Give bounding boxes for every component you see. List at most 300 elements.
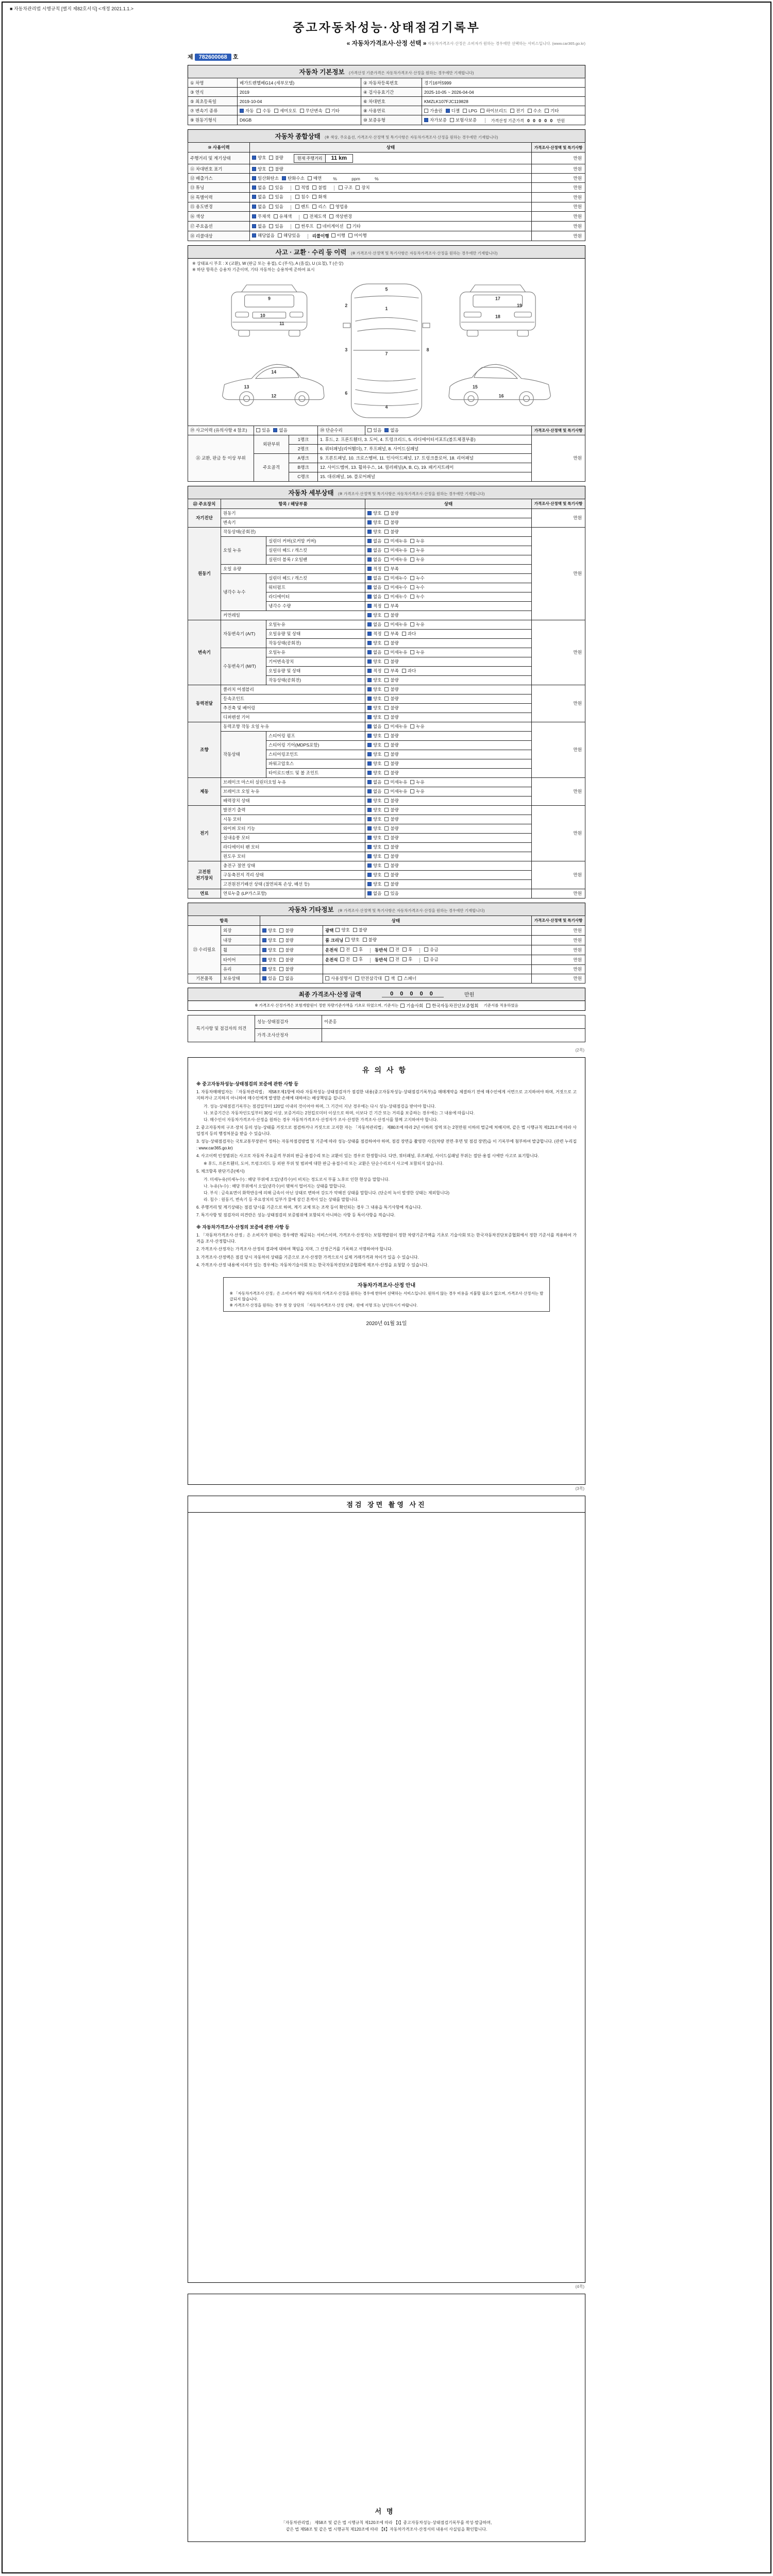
checkbox-option[interactable] bbox=[252, 232, 275, 239]
checkbox-option[interactable] bbox=[410, 649, 424, 655]
unchecked-checkbox-icon[interactable] bbox=[279, 938, 283, 942]
unchecked-checkbox-icon[interactable] bbox=[384, 687, 389, 691]
unchecked-checkbox-icon[interactable] bbox=[402, 669, 406, 673]
checkbox-option[interactable] bbox=[312, 204, 326, 210]
unchecked-checkbox-icon[interactable] bbox=[384, 817, 389, 821]
checkbox-option[interactable] bbox=[367, 649, 381, 655]
checkbox-option[interactable] bbox=[367, 705, 381, 711]
checkbox-option[interactable] bbox=[384, 686, 398, 692]
unchecked-checkbox-icon[interactable] bbox=[528, 109, 532, 113]
checkbox-option[interactable] bbox=[367, 686, 381, 692]
checked-checkbox-icon[interactable] bbox=[367, 724, 372, 728]
checkbox-option[interactable] bbox=[312, 194, 326, 200]
checkbox-option[interactable] bbox=[384, 427, 398, 433]
unchecked-checkbox-icon[interactable] bbox=[279, 967, 283, 971]
checkbox-option[interactable] bbox=[402, 668, 416, 674]
checkbox-option[interactable] bbox=[390, 956, 399, 962]
checkbox-option[interactable] bbox=[367, 603, 381, 609]
unchecked-checkbox-icon[interactable] bbox=[384, 799, 389, 803]
unchecked-checkbox-icon[interactable] bbox=[384, 548, 389, 552]
unchecked-checkbox-icon[interactable] bbox=[317, 224, 321, 228]
unchecked-checkbox-icon[interactable] bbox=[384, 882, 389, 886]
checkbox-option[interactable] bbox=[367, 668, 381, 674]
checkbox-option[interactable] bbox=[273, 427, 287, 433]
unchecked-checkbox-icon[interactable] bbox=[384, 836, 389, 840]
checkbox-option[interactable] bbox=[257, 108, 271, 114]
checkbox-option[interactable] bbox=[367, 742, 381, 748]
checkbox-option[interactable] bbox=[367, 677, 381, 683]
unchecked-checkbox-icon[interactable] bbox=[384, 715, 389, 719]
checkbox-option[interactable] bbox=[367, 853, 381, 859]
checkbox-option[interactable] bbox=[367, 658, 381, 665]
checkbox-option[interactable] bbox=[262, 966, 276, 972]
unchecked-checkbox-icon[interactable] bbox=[410, 576, 414, 580]
checked-checkbox-icon[interactable] bbox=[367, 789, 372, 793]
unchecked-checkbox-icon[interactable] bbox=[384, 520, 389, 524]
checkbox-option[interactable] bbox=[279, 947, 293, 953]
checkbox-option[interactable] bbox=[384, 547, 407, 553]
checkbox-option[interactable] bbox=[367, 760, 381, 767]
checked-checkbox-icon[interactable] bbox=[367, 808, 372, 812]
checkbox-option[interactable] bbox=[317, 223, 344, 229]
unchecked-checkbox-icon[interactable] bbox=[384, 659, 389, 664]
checkbox-option[interactable] bbox=[335, 927, 349, 933]
unchecked-checkbox-icon[interactable] bbox=[384, 557, 389, 562]
unchecked-checkbox-icon[interactable] bbox=[269, 195, 273, 199]
unchecked-checkbox-icon[interactable] bbox=[345, 938, 349, 942]
checkbox-option[interactable] bbox=[295, 194, 309, 200]
checked-checkbox-icon[interactable] bbox=[252, 233, 256, 238]
checked-checkbox-icon[interactable] bbox=[367, 557, 372, 562]
unchecked-checkbox-icon[interactable] bbox=[330, 205, 334, 209]
checkbox-option[interactable] bbox=[367, 881, 381, 887]
checkbox-option[interactable] bbox=[367, 427, 381, 433]
unchecked-checkbox-icon[interactable] bbox=[410, 557, 414, 562]
unchecked-checkbox-icon[interactable] bbox=[339, 185, 343, 190]
checked-checkbox-icon[interactable] bbox=[367, 530, 372, 534]
unchecked-checkbox-icon[interactable] bbox=[356, 185, 360, 190]
checkbox-option[interactable] bbox=[312, 184, 326, 191]
checkbox-option[interactable] bbox=[367, 733, 381, 739]
checkbox-option[interactable] bbox=[390, 946, 399, 953]
checkbox-option[interactable] bbox=[252, 204, 266, 210]
unchecked-checkbox-icon[interactable] bbox=[384, 576, 389, 580]
checkbox-option[interactable] bbox=[384, 529, 398, 535]
checked-checkbox-icon[interactable] bbox=[367, 632, 372, 636]
checkbox-option[interactable] bbox=[402, 956, 412, 962]
checked-checkbox-icon[interactable] bbox=[367, 845, 372, 849]
checkbox-option[interactable] bbox=[252, 166, 266, 172]
unchecked-checkbox-icon[interactable] bbox=[384, 706, 389, 710]
unchecked-checkbox-icon[interactable] bbox=[384, 641, 389, 645]
unchecked-checkbox-icon[interactable] bbox=[353, 957, 357, 961]
checkbox-option[interactable] bbox=[385, 975, 395, 981]
checkbox-option[interactable] bbox=[384, 835, 398, 841]
unchecked-checkbox-icon[interactable] bbox=[295, 185, 299, 190]
checkbox-option[interactable] bbox=[367, 770, 381, 776]
unchecked-checkbox-icon[interactable] bbox=[384, 604, 389, 608]
unchecked-checkbox-icon[interactable] bbox=[480, 109, 484, 113]
unchecked-checkbox-icon[interactable] bbox=[384, 585, 389, 589]
unchecked-checkbox-icon[interactable] bbox=[348, 233, 352, 238]
checked-checkbox-icon[interactable] bbox=[367, 799, 372, 803]
unchecked-checkbox-icon[interactable] bbox=[384, 845, 389, 849]
checkbox-option[interactable] bbox=[295, 184, 309, 191]
checkbox-option[interactable] bbox=[367, 621, 381, 628]
unchecked-checkbox-icon[interactable] bbox=[353, 947, 357, 952]
unchecked-checkbox-icon[interactable] bbox=[450, 118, 454, 122]
checkbox-option[interactable] bbox=[279, 966, 293, 972]
checkbox-option[interactable] bbox=[384, 649, 407, 655]
checkbox-option[interactable] bbox=[528, 108, 542, 114]
unchecked-checkbox-icon[interactable] bbox=[410, 539, 414, 543]
checkbox-option[interactable] bbox=[384, 714, 398, 720]
checkbox-option[interactable] bbox=[384, 751, 398, 757]
unchecked-checkbox-icon[interactable] bbox=[384, 752, 389, 756]
checked-checkbox-icon[interactable] bbox=[262, 938, 266, 942]
checkbox-option[interactable] bbox=[345, 937, 359, 943]
unchecked-checkbox-icon[interactable] bbox=[384, 863, 389, 868]
checkbox-option[interactable] bbox=[384, 770, 398, 776]
checked-checkbox-icon[interactable] bbox=[252, 224, 256, 228]
checked-checkbox-icon[interactable] bbox=[367, 891, 372, 895]
checkbox-option[interactable] bbox=[269, 223, 283, 229]
checkbox-option[interactable] bbox=[367, 547, 381, 553]
unchecked-checkbox-icon[interactable] bbox=[384, 650, 389, 654]
unchecked-checkbox-icon[interactable] bbox=[279, 948, 283, 952]
unchecked-checkbox-icon[interactable] bbox=[257, 109, 261, 113]
checkbox-option[interactable] bbox=[269, 166, 283, 172]
checkbox-option[interactable] bbox=[410, 547, 424, 553]
unchecked-checkbox-icon[interactable] bbox=[384, 622, 389, 626]
unchecked-checkbox-icon[interactable] bbox=[384, 743, 389, 747]
checkbox-option[interactable] bbox=[367, 584, 381, 590]
checkbox-option[interactable] bbox=[274, 108, 297, 114]
checked-checkbox-icon[interactable] bbox=[367, 641, 372, 645]
checkbox-option[interactable] bbox=[367, 751, 381, 757]
checkbox-option[interactable] bbox=[340, 946, 350, 953]
unchecked-checkbox-icon[interactable] bbox=[269, 167, 273, 171]
checked-checkbox-icon[interactable] bbox=[367, 836, 372, 840]
unchecked-checkbox-icon[interactable] bbox=[384, 669, 389, 673]
checkbox-option[interactable] bbox=[256, 427, 270, 433]
checked-checkbox-icon[interactable] bbox=[367, 873, 372, 877]
checkbox-option[interactable] bbox=[480, 108, 507, 114]
checkbox-option[interactable] bbox=[384, 881, 398, 887]
checked-checkbox-icon[interactable] bbox=[367, 622, 372, 626]
checkbox-option[interactable] bbox=[384, 566, 398, 572]
checkbox-option[interactable] bbox=[262, 975, 276, 981]
checked-checkbox-icon[interactable] bbox=[367, 604, 372, 608]
checkbox-option[interactable] bbox=[367, 835, 381, 841]
checkbox-option[interactable] bbox=[304, 213, 326, 219]
checkbox-option[interactable] bbox=[384, 733, 398, 739]
checked-checkbox-icon[interactable] bbox=[252, 167, 256, 171]
checked-checkbox-icon[interactable] bbox=[252, 214, 256, 218]
unchecked-checkbox-icon[interactable] bbox=[367, 428, 372, 432]
checkbox-option[interactable] bbox=[252, 194, 266, 200]
checkbox-option[interactable] bbox=[347, 223, 361, 229]
checkbox-option[interactable] bbox=[367, 556, 381, 563]
checked-checkbox-icon[interactable] bbox=[252, 185, 256, 190]
unchecked-checkbox-icon[interactable] bbox=[510, 109, 514, 113]
checkbox-option[interactable] bbox=[410, 538, 424, 544]
checkbox-option[interactable] bbox=[545, 108, 559, 114]
unchecked-checkbox-icon[interactable] bbox=[329, 214, 333, 218]
unchecked-checkbox-icon[interactable] bbox=[353, 928, 357, 932]
checked-checkbox-icon[interactable] bbox=[262, 967, 266, 971]
checkbox-option[interactable] bbox=[384, 621, 407, 628]
checked-checkbox-icon[interactable] bbox=[367, 854, 372, 858]
checkbox-option[interactable] bbox=[384, 742, 398, 748]
checked-checkbox-icon[interactable] bbox=[367, 659, 372, 664]
checked-checkbox-icon[interactable] bbox=[367, 576, 372, 580]
unchecked-checkbox-icon[interactable] bbox=[384, 678, 389, 682]
checkbox-option[interactable] bbox=[367, 788, 381, 794]
checked-checkbox-icon[interactable] bbox=[252, 176, 256, 180]
checked-checkbox-icon[interactable] bbox=[367, 567, 372, 571]
checkbox-option[interactable] bbox=[410, 575, 424, 581]
checked-checkbox-icon[interactable] bbox=[446, 109, 450, 113]
checkbox-option[interactable] bbox=[400, 1003, 423, 1009]
checkbox-option[interactable] bbox=[384, 760, 398, 767]
checkbox-option[interactable] bbox=[384, 668, 398, 674]
checked-checkbox-icon[interactable] bbox=[262, 976, 266, 980]
unchecked-checkbox-icon[interactable] bbox=[463, 109, 467, 113]
checkbox-option[interactable] bbox=[384, 631, 398, 637]
unchecked-checkbox-icon[interactable] bbox=[325, 976, 329, 980]
checkbox-option[interactable] bbox=[262, 927, 276, 934]
checkbox-option[interactable] bbox=[410, 779, 424, 785]
checkbox-option[interactable] bbox=[384, 519, 398, 526]
checked-checkbox-icon[interactable] bbox=[367, 771, 372, 775]
unchecked-checkbox-icon[interactable] bbox=[410, 724, 414, 728]
checkbox-option[interactable] bbox=[353, 927, 367, 933]
checkbox-option[interactable] bbox=[279, 957, 293, 963]
checkbox-option[interactable] bbox=[384, 779, 407, 785]
unchecked-checkbox-icon[interactable] bbox=[331, 233, 335, 238]
checkbox-option[interactable] bbox=[384, 788, 407, 794]
checked-checkbox-icon[interactable] bbox=[252, 205, 256, 209]
checkbox-option[interactable] bbox=[367, 575, 381, 581]
checkbox-option[interactable] bbox=[367, 612, 381, 618]
unchecked-checkbox-icon[interactable] bbox=[256, 428, 260, 432]
checkbox-option[interactable] bbox=[326, 108, 340, 114]
checkbox-option[interactable] bbox=[510, 108, 524, 114]
unchecked-checkbox-icon[interactable] bbox=[269, 205, 273, 209]
unchecked-checkbox-icon[interactable] bbox=[308, 176, 312, 180]
unchecked-checkbox-icon[interactable] bbox=[384, 724, 389, 728]
checked-checkbox-icon[interactable] bbox=[262, 958, 266, 962]
unchecked-checkbox-icon[interactable] bbox=[400, 1004, 405, 1008]
checkbox-option[interactable] bbox=[367, 890, 381, 896]
unchecked-checkbox-icon[interactable] bbox=[390, 947, 394, 952]
unchecked-checkbox-icon[interactable] bbox=[410, 789, 414, 793]
checkbox-option[interactable] bbox=[384, 612, 398, 618]
unchecked-checkbox-icon[interactable] bbox=[326, 109, 330, 113]
checked-checkbox-icon[interactable] bbox=[240, 109, 244, 113]
checkbox-option[interactable] bbox=[424, 946, 438, 953]
checkbox-option[interactable] bbox=[367, 519, 381, 526]
checked-checkbox-icon[interactable] bbox=[367, 706, 372, 710]
unchecked-checkbox-icon[interactable] bbox=[278, 233, 282, 238]
checked-checkbox-icon[interactable] bbox=[424, 118, 428, 122]
checkbox-option[interactable] bbox=[308, 175, 322, 181]
checked-checkbox-icon[interactable] bbox=[367, 595, 372, 599]
checkbox-option[interactable] bbox=[325, 975, 352, 981]
unchecked-checkbox-icon[interactable] bbox=[384, 826, 389, 831]
checked-checkbox-icon[interactable] bbox=[367, 761, 372, 766]
unchecked-checkbox-icon[interactable] bbox=[410, 548, 414, 552]
checkbox-option[interactable] bbox=[384, 723, 407, 730]
checkbox-option[interactable] bbox=[367, 529, 381, 535]
checked-checkbox-icon[interactable] bbox=[367, 585, 372, 589]
checked-checkbox-icon[interactable] bbox=[367, 734, 372, 738]
checkbox-option[interactable] bbox=[424, 117, 447, 123]
checkbox-option[interactable] bbox=[367, 538, 381, 544]
checked-checkbox-icon[interactable] bbox=[252, 195, 256, 199]
checkbox-option[interactable] bbox=[384, 658, 398, 665]
checkbox-option[interactable] bbox=[410, 594, 424, 600]
checkbox-option[interactable] bbox=[367, 807, 381, 813]
unchecked-checkbox-icon[interactable] bbox=[384, 771, 389, 775]
checkbox-option[interactable] bbox=[402, 946, 412, 953]
checkbox-option[interactable] bbox=[384, 862, 398, 869]
checked-checkbox-icon[interactable] bbox=[262, 948, 266, 952]
unchecked-checkbox-icon[interactable] bbox=[295, 195, 299, 199]
unchecked-checkbox-icon[interactable] bbox=[390, 957, 394, 961]
checked-checkbox-icon[interactable] bbox=[367, 743, 372, 747]
checkbox-option[interactable] bbox=[410, 788, 424, 794]
checkbox-option[interactable] bbox=[450, 117, 477, 123]
unchecked-checkbox-icon[interactable] bbox=[384, 854, 389, 858]
unchecked-checkbox-icon[interactable] bbox=[385, 976, 389, 980]
checkbox-option[interactable] bbox=[424, 956, 438, 962]
checkbox-option[interactable] bbox=[269, 184, 283, 191]
checked-checkbox-icon[interactable] bbox=[367, 613, 372, 617]
checkbox-option[interactable] bbox=[384, 798, 398, 804]
checkbox-option[interactable] bbox=[424, 108, 443, 114]
checkbox-option[interactable] bbox=[356, 184, 369, 191]
checkbox-option[interactable] bbox=[410, 621, 424, 628]
checkbox-option[interactable] bbox=[398, 975, 416, 981]
unchecked-checkbox-icon[interactable] bbox=[274, 214, 278, 218]
unchecked-checkbox-icon[interactable] bbox=[384, 567, 389, 571]
unchecked-checkbox-icon[interactable] bbox=[402, 957, 407, 961]
unchecked-checkbox-icon[interactable] bbox=[312, 195, 316, 199]
unchecked-checkbox-icon[interactable] bbox=[410, 780, 414, 784]
checkbox-option[interactable] bbox=[279, 927, 293, 934]
checked-checkbox-icon[interactable] bbox=[367, 539, 372, 543]
checkbox-option[interactable] bbox=[269, 194, 283, 200]
unchecked-checkbox-icon[interactable] bbox=[384, 697, 389, 701]
unchecked-checkbox-icon[interactable] bbox=[279, 976, 283, 980]
unchecked-checkbox-icon[interactable] bbox=[424, 109, 428, 113]
checkbox-option[interactable] bbox=[384, 807, 398, 813]
checkbox-option[interactable] bbox=[384, 677, 398, 683]
checkbox-option[interactable] bbox=[410, 723, 424, 730]
checked-checkbox-icon[interactable] bbox=[367, 650, 372, 654]
checkbox-option[interactable] bbox=[282, 175, 305, 181]
checked-checkbox-icon[interactable] bbox=[367, 826, 372, 831]
checkbox-option[interactable] bbox=[252, 223, 266, 229]
unchecked-checkbox-icon[interactable] bbox=[398, 976, 402, 980]
checkbox-option[interactable] bbox=[367, 825, 381, 832]
checkbox-option[interactable] bbox=[367, 798, 381, 804]
unchecked-checkbox-icon[interactable] bbox=[269, 224, 273, 228]
checkbox-option[interactable] bbox=[262, 957, 276, 963]
checked-checkbox-icon[interactable] bbox=[367, 669, 372, 673]
unchecked-checkbox-icon[interactable] bbox=[384, 632, 389, 636]
unchecked-checkbox-icon[interactable] bbox=[410, 595, 414, 599]
checkbox-option[interactable] bbox=[367, 631, 381, 637]
checked-checkbox-icon[interactable] bbox=[367, 863, 372, 868]
checked-checkbox-icon[interactable] bbox=[367, 752, 372, 756]
unchecked-checkbox-icon[interactable] bbox=[426, 1004, 430, 1008]
checkbox-option[interactable] bbox=[384, 538, 407, 544]
checkbox-option[interactable] bbox=[330, 204, 348, 210]
unchecked-checkbox-icon[interactable] bbox=[424, 947, 428, 952]
unchecked-checkbox-icon[interactable] bbox=[295, 205, 299, 209]
checkbox-option[interactable] bbox=[331, 232, 345, 239]
checkbox-option[interactable] bbox=[367, 566, 381, 572]
unchecked-checkbox-icon[interactable] bbox=[384, 530, 389, 534]
checkbox-option[interactable] bbox=[367, 714, 381, 720]
checkbox-option[interactable] bbox=[367, 723, 381, 730]
checkbox-option[interactable] bbox=[252, 213, 271, 219]
unchecked-checkbox-icon[interactable] bbox=[340, 947, 344, 952]
checkbox-option[interactable] bbox=[353, 946, 363, 953]
checkbox-option[interactable] bbox=[279, 975, 293, 981]
checkbox-option[interactable] bbox=[363, 937, 377, 943]
unchecked-checkbox-icon[interactable] bbox=[384, 761, 389, 766]
unchecked-checkbox-icon[interactable] bbox=[295, 224, 299, 228]
unchecked-checkbox-icon[interactable] bbox=[347, 224, 351, 228]
checkbox-option[interactable] bbox=[278, 232, 300, 239]
unchecked-checkbox-icon[interactable] bbox=[424, 957, 428, 961]
unchecked-checkbox-icon[interactable] bbox=[300, 109, 304, 113]
checked-checkbox-icon[interactable] bbox=[367, 687, 372, 691]
checkbox-option[interactable] bbox=[410, 556, 424, 563]
checked-checkbox-icon[interactable] bbox=[384, 428, 389, 432]
checkbox-option[interactable] bbox=[384, 844, 398, 850]
unchecked-checkbox-icon[interactable] bbox=[384, 595, 389, 599]
unchecked-checkbox-icon[interactable] bbox=[274, 109, 278, 113]
checked-checkbox-icon[interactable] bbox=[367, 780, 372, 784]
checkbox-option[interactable] bbox=[402, 631, 416, 637]
checkbox-option[interactable] bbox=[384, 575, 407, 581]
unchecked-checkbox-icon[interactable] bbox=[312, 205, 316, 209]
checkbox-option[interactable] bbox=[348, 232, 367, 239]
unchecked-checkbox-icon[interactable] bbox=[384, 780, 389, 784]
checked-checkbox-icon[interactable] bbox=[367, 697, 372, 701]
checkbox-option[interactable] bbox=[463, 108, 477, 113]
checkbox-option[interactable] bbox=[410, 584, 424, 590]
checkbox-option[interactable] bbox=[384, 510, 398, 516]
checked-checkbox-icon[interactable] bbox=[367, 520, 372, 524]
checkbox-option[interactable] bbox=[355, 975, 382, 981]
checkbox-option[interactable] bbox=[384, 696, 398, 702]
checkbox-option[interactable] bbox=[367, 862, 381, 869]
checked-checkbox-icon[interactable] bbox=[367, 817, 372, 821]
unchecked-checkbox-icon[interactable] bbox=[335, 928, 340, 932]
unchecked-checkbox-icon[interactable] bbox=[410, 622, 414, 626]
checked-checkbox-icon[interactable] bbox=[367, 548, 372, 552]
unchecked-checkbox-icon[interactable] bbox=[279, 928, 283, 933]
unchecked-checkbox-icon[interactable] bbox=[355, 976, 359, 980]
checkbox-option[interactable] bbox=[295, 223, 314, 229]
unchecked-checkbox-icon[interactable] bbox=[384, 539, 389, 543]
